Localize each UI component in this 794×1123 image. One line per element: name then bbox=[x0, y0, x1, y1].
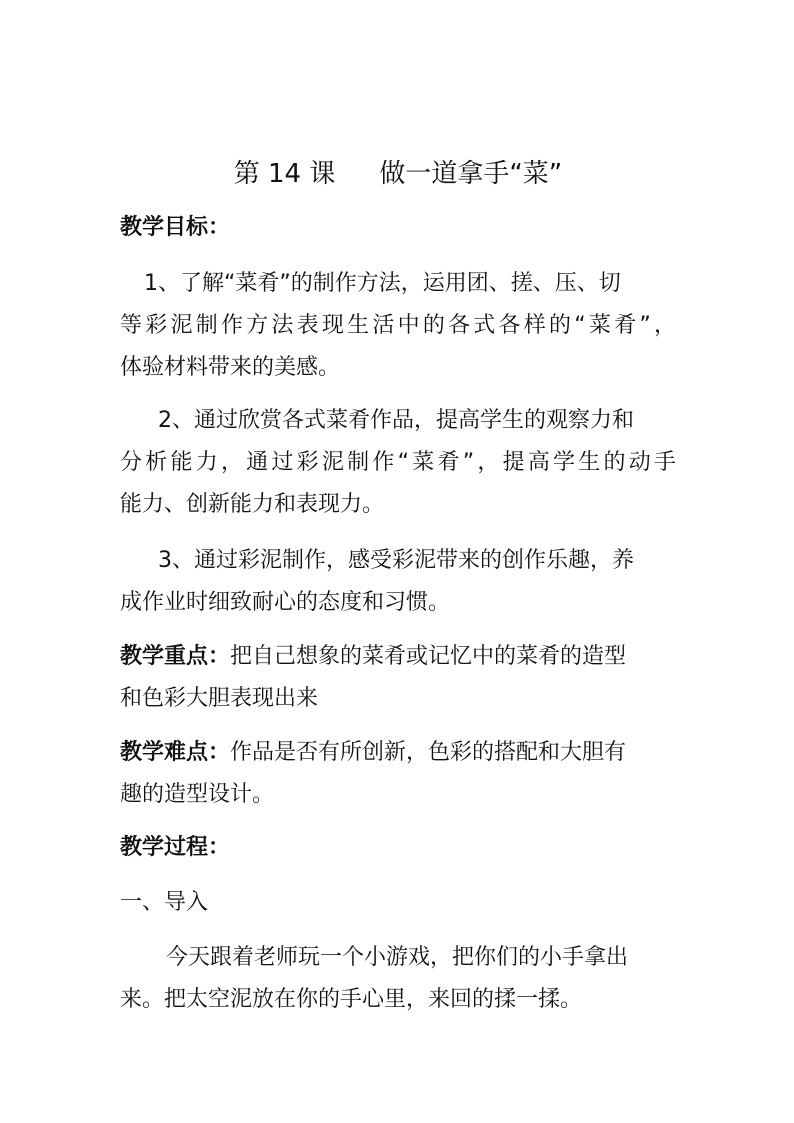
objective-3-line-2: 成作业时细致耐心的态度和习惯。 bbox=[120, 590, 451, 615]
lesson-title bbox=[120, 156, 676, 192]
objective-1-line-2: 等彩泥制作方法表现生活中的各式各样的“菜肴”， bbox=[120, 313, 676, 338]
difficulties-label: 教学难点： bbox=[120, 740, 231, 765]
difficulties-text-1: 作品是否有所创新，色彩的搭配和大胆有 bbox=[230, 740, 627, 765]
objective-3-line-1: 3、通过彩泥制作，感受彩泥带来的创作乐趣，养 bbox=[158, 548, 634, 573]
lesson-name: 做一道拿手“菜” bbox=[379, 159, 563, 189]
objectives-heading: 教学目标： bbox=[120, 215, 231, 240]
key-points-text-1: 把自己想象的菜肴或记忆中的菜肴的造型 bbox=[230, 644, 627, 669]
key-points-label: 教学重点： bbox=[120, 644, 231, 669]
difficulties-line-2: 趣的造型设计。 bbox=[120, 782, 275, 807]
section-1-title: 一、导入 bbox=[120, 890, 209, 915]
objective-2-line-1: 2、通过欣赏各式菜肴作品，提高学生的观察力和 bbox=[158, 408, 634, 433]
process-heading: 教学过程： bbox=[120, 835, 231, 860]
objective-1-line-3: 体验材料带来的美感。 bbox=[120, 355, 341, 380]
key-points-line-1 bbox=[120, 641, 676, 673]
objective-2-line-3: 能力、创新能力和表现力。 bbox=[120, 492, 385, 517]
objective-2-line-2: 分析能力，通过彩泥制作“菜肴”，提高学生的动手 bbox=[120, 450, 676, 475]
section-1-line-1: 今天跟着老师玩一个小游戏，把你们的小手拿出 bbox=[166, 945, 629, 970]
objective-1-line-1: 1、了解“菜肴”的制作方法，运用团、搓、压、切 bbox=[144, 271, 621, 296]
key-points-line-2: 和色彩大胆表现出来 bbox=[120, 686, 319, 711]
section-1-line-2: 来。把太空泥放在你的手心里，来回的揉一揉。 bbox=[120, 987, 583, 1012]
lesson-number: 第 14 课 bbox=[233, 159, 336, 189]
difficulties-line-1 bbox=[120, 737, 676, 769]
